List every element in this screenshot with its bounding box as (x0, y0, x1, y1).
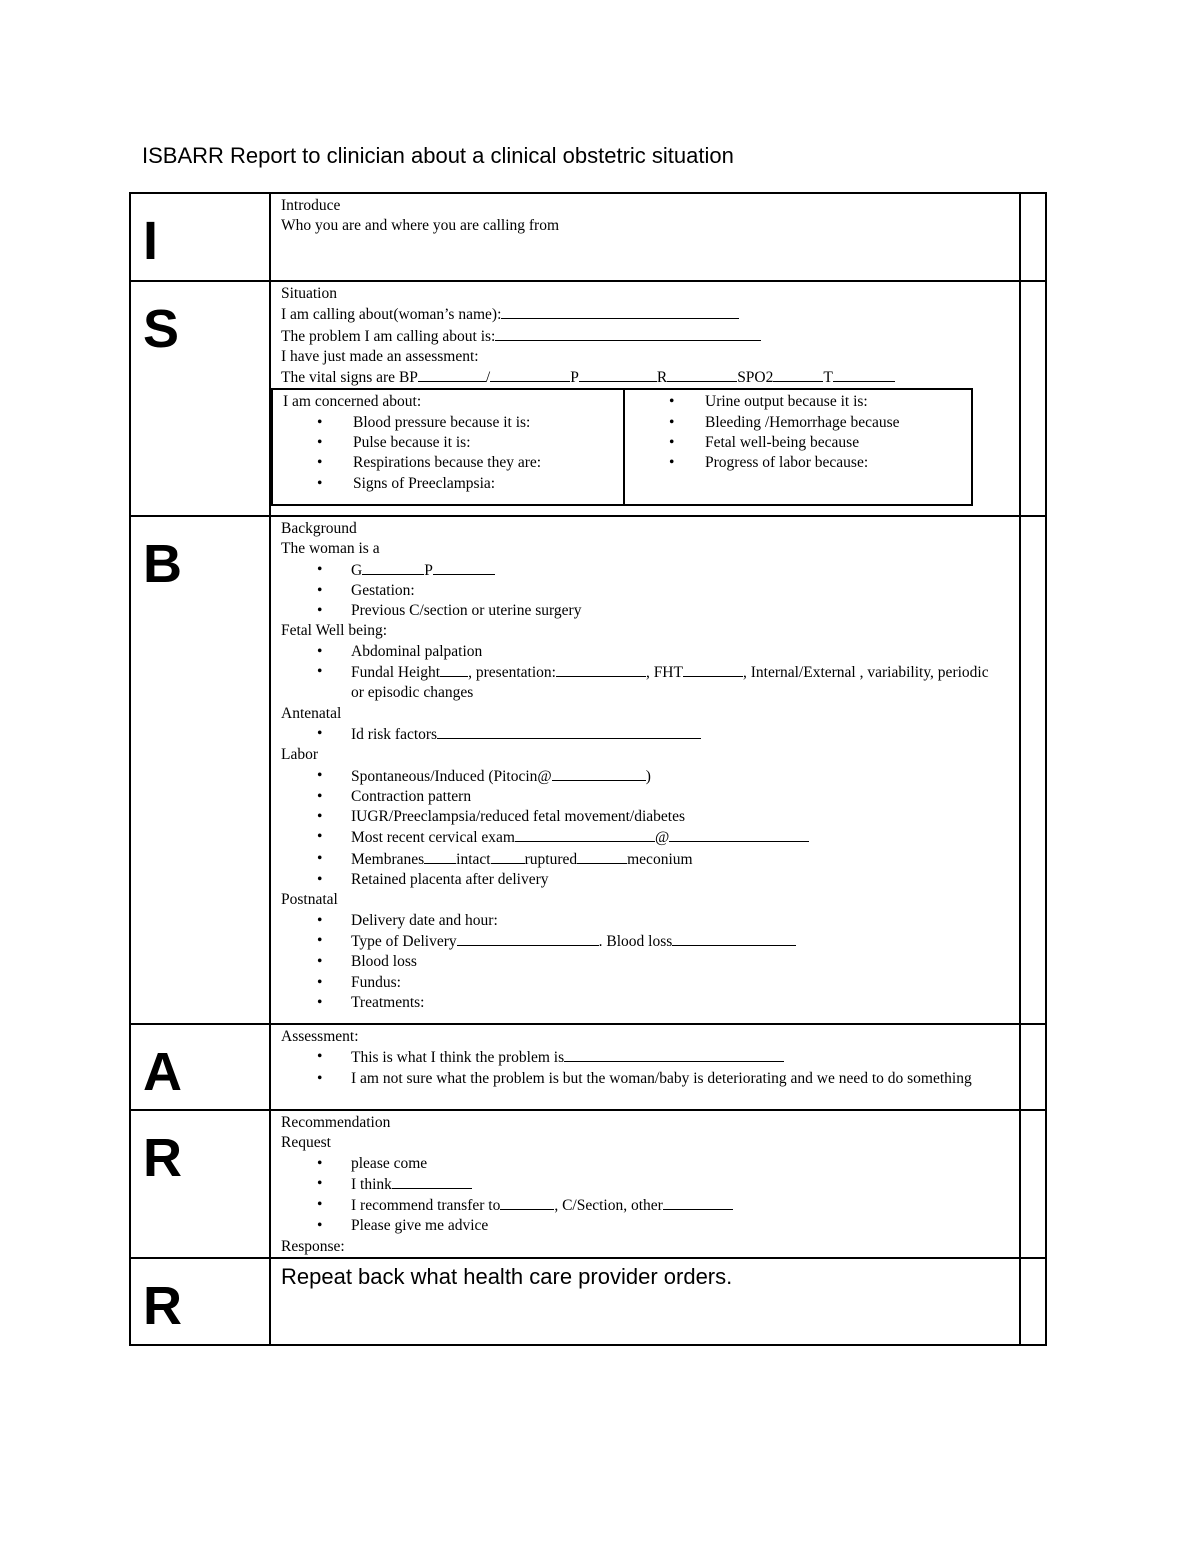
repeat-letter: R (143, 1276, 182, 1337)
spontaneous-item: • Spontaneous/Induced (Pitocin@ ) (281, 766, 1011, 787)
repeat-text: Repeat back what health care provider orders. (281, 1264, 733, 1290)
cervical-exam-field[interactable] (515, 827, 655, 842)
introduce-line: Who you are and where you are calling from (281, 217, 560, 235)
page-title: ISBARR Report to clinician about a clinical obstetric situation (142, 143, 734, 168)
calling-about-line: I am calling about(woman’s name): (281, 304, 1019, 325)
assessment-row (130, 1024, 1046, 1110)
list-item: • Signs of Preeclampsia: (273, 474, 623, 494)
delivery-type-item: • Type of Delivery . Blood loss (281, 931, 1011, 952)
cervical-time-field[interactable] (669, 827, 809, 842)
bp-systolic-field[interactable] (418, 367, 486, 382)
introduce-letter: I (143, 211, 159, 271)
recommendation-letter: R (143, 1128, 182, 1188)
gravida-field[interactable] (362, 560, 424, 575)
list-item: • Pulse because it is: (273, 433, 623, 453)
other-field[interactable] (663, 1195, 733, 1210)
list-item: • Fundus: (281, 973, 1011, 993)
assessment-list (281, 1047, 1011, 1089)
concerned-heading: I am concerned about: (283, 393, 422, 411)
list-item: • Contraction pattern (281, 787, 1011, 807)
assessment-letter: A (143, 1042, 182, 1102)
list-item: • Delivery date and hour: (281, 911, 1011, 931)
think-item: • I think (281, 1174, 1011, 1195)
list-item: • Abdominal palpation (281, 642, 1011, 662)
bp-diastolic-field[interactable] (490, 367, 570, 382)
list-item: • Urine output because it is: (625, 392, 971, 412)
problem-field[interactable] (495, 326, 761, 341)
concerned-right-list (625, 392, 971, 473)
isbarr-table (129, 192, 1047, 1346)
postnatal-heading: Postnatal (281, 891, 338, 909)
pulse-field[interactable] (579, 367, 657, 382)
list-item: • Progress of labor because: (625, 453, 971, 473)
fht-field[interactable] (683, 662, 743, 677)
problem-think-field[interactable] (564, 1047, 784, 1062)
list-item: • please come (281, 1154, 1011, 1174)
list-item: • Blood pressure because it is: (273, 413, 623, 433)
list-item: • IUGR/Preeclampsia/reduced fetal movement/diabetes (281, 807, 1011, 827)
woman-is-line: The woman is a (281, 540, 380, 558)
membranes-item: • Membranes intact ruptured meconium (281, 849, 1011, 870)
spo2-field[interactable] (773, 367, 823, 382)
resp-field[interactable] (667, 367, 737, 382)
pitocin-field[interactable] (552, 766, 646, 781)
transfer-field[interactable] (500, 1195, 554, 1210)
list-item: • Respirations because they are: (273, 453, 623, 473)
temp-field[interactable] (833, 367, 895, 382)
para-field[interactable] (433, 560, 495, 575)
situation-row (130, 281, 1046, 516)
recommendation-heading: Recommendation (281, 1114, 391, 1131)
recommendation-row (130, 1110, 1046, 1258)
ruptured-field[interactable] (491, 849, 525, 864)
problem-item: • This is what I think the problem is (281, 1047, 1011, 1068)
think-field[interactable] (392, 1174, 472, 1189)
list-item: • Please give me advice (281, 1216, 1011, 1236)
list-item: • Gestation: (281, 581, 1011, 601)
postnatal-list (281, 911, 1011, 1013)
woman-name-field[interactable] (501, 304, 739, 319)
antenatal-heading: Antenatal (281, 704, 342, 722)
antenatal-list (281, 724, 1011, 745)
assessment-made-line: I have just made an assessment: (281, 347, 479, 365)
blood-loss-field[interactable] (672, 931, 796, 946)
list-item: • Fetal well-being because (625, 433, 971, 453)
fetal-list (281, 642, 1011, 704)
presentation-field[interactable] (556, 662, 646, 677)
list-item: • Retained placenta after delivery (281, 870, 1011, 890)
repeat-row (130, 1258, 1046, 1345)
fundal-item: • Fundal Height , presentation: , FHT , Internal/External , variability, periodic or episodic changes (281, 662, 991, 704)
background-letter: B (143, 534, 182, 594)
labor-list (281, 766, 1011, 891)
list-item: • Treatments: (281, 993, 1011, 1013)
list-item: • I am not sure what the problem is but the woman/baby is deteriorating and we need to do something (281, 1069, 991, 1089)
problem-line: The problem I am calling about is: (281, 326, 1019, 347)
list-item: • Bleeding /Hemorrhage because (625, 413, 971, 433)
meconium-field[interactable] (577, 849, 627, 864)
background-heading: Background (281, 520, 357, 537)
background-row (130, 516, 1046, 1024)
transfer-item: • I recommend transfer to , C/Section, other (281, 1195, 1011, 1216)
risk-factors-field[interactable] (437, 724, 701, 739)
gravida-para-item: • G P (281, 560, 1011, 581)
list-item: • Blood loss (281, 952, 1011, 972)
fetal-heading: Fetal Well being: (281, 622, 388, 640)
vital-signs-line: The vital signs are BP / P R SPO2 T (281, 367, 1019, 388)
assessment-heading: Assessment: (281, 1028, 359, 1045)
intact-field[interactable] (424, 849, 456, 864)
introduce-row (130, 193, 1046, 281)
fundal-height-field[interactable] (440, 662, 468, 677)
woman-list (281, 560, 1011, 622)
situation-heading: Situation (281, 285, 337, 302)
concern-box (271, 388, 973, 505)
cervical-item: • Most recent cervical exam @ (281, 827, 1011, 848)
introduce-heading: Introduce (281, 197, 341, 214)
response-label: Response: (281, 1237, 345, 1255)
risk-item: • Id risk factors (281, 724, 1011, 745)
request-heading: Request (281, 1134, 331, 1152)
request-list (281, 1154, 1011, 1237)
labor-heading: Labor (281, 746, 319, 764)
concerned-left-list (273, 413, 623, 494)
situation-letter: S (143, 299, 180, 359)
list-item: • Previous C/section or uterine surgery (281, 601, 1011, 621)
delivery-type-field[interactable] (457, 931, 599, 946)
